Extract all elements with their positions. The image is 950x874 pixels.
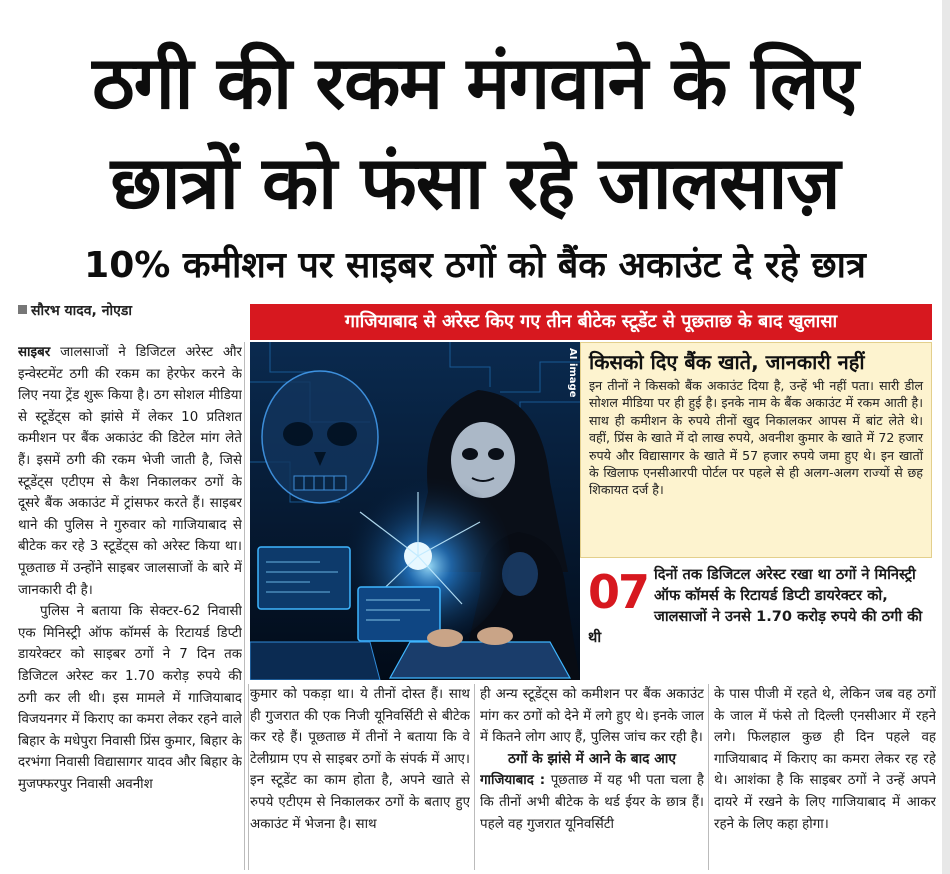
hacker-illustration-svg (250, 342, 580, 680)
info-box-title: किसको दिए बैंक खाते, जानकारी नहीं (589, 350, 865, 374)
column-divider (474, 684, 475, 870)
sub-headline: 10% कमीशन पर साइबर ठगों को बैंक अकाउंट दे रहे छात्र (84, 245, 866, 286)
headline-line-1: ठगी की रकम मंगवाने के लिए (92, 41, 858, 126)
headline-line-2: छात्रों को फंसा रहे जालसाज़ (110, 141, 840, 226)
red-banner: गाजियाबाद से अरेस्ट किए गए तीन बीटेक स्टूडेंट से पूछताछ के बाद खुलासा (250, 304, 932, 340)
article-column-4 (714, 684, 936, 866)
dateline: गाजियाबाद : (480, 773, 546, 789)
article-paragraph: पुलिस ने बताया कि सेक्टर-62 निवासी एक मिनिस्ट्री ऑफ कॉमर्स के रिटायर्ड डिप्टी डायरेक्टर को साइबर ठगों ने 7 दिन तक डिजिटल अरेस्ट कर 1.70 करोड़ रुपये की ठगी कर ली थी। इस मामले में गाजियाबाद विजयनगर में किराए का कमरा लेकर रहने वाले बिहार के मधेपुरा निवासी प्रिंस कुमार, बिहार के दरभंगा निवासी विद्यासागर यादव और बिहार के मुजफ्फरपुर निवासी अवनीश (18, 604, 242, 792)
highlight-number: 07 (588, 565, 649, 619)
article-lead-word: साइबर (18, 345, 51, 360)
article-paragraph (18, 342, 242, 601)
article-column-2 (250, 684, 470, 866)
byline-square-icon (18, 305, 27, 314)
info-box-body: इन तीनों ने किसको बैंक अकाउंट दिया है, उन्हें भी नहीं पता। सारी डील सोशल मीडिया पर ही हुई है। इनके नाम के बैंक अकाउंट में रकम आती है। साथ ही कमीशन के रुपये तीनों खुद निकालकर आपस में बांट लेते थे। वहीं, प्रिंस के खाते में दो लाख रुपये, अवनीश कुमार के खाते में 72 हजार रुपये और विद्यासागर के खाते में 57 हजार रुपये जमा हुए थे। इन खातों के खिलाफ एनसीआरपी पोर्टल पर पहले से ही अलग-अलग राज्यों से छह शिकायत दर्ज है। (589, 378, 923, 498)
article-column-3 (480, 684, 704, 866)
column-divider (708, 684, 709, 870)
column-divider (244, 342, 245, 870)
article-text: जालसाजों ने डिजिटल अरेस्ट और इन्वेस्टमेंट ठगी की रकम का हेरफेर करने के लिए नया ट्रेंड शुरू किया है। ठग सोशल मीडिया से स्टूडेंट्स को झांसे में लेकर 10 प्रतिशत कमीशन पर बैंक अकाउंट की डिटेल मांग लेते हैं। इसमें ठगी की रकम भेजी जाती है, जिसे स्टूडेंट्स एटीएम से कैश निकालकर ठगों के दूसरे बैंक अकाउंट में ट्रांसफर करते हैं। साइबर थाने की पुलिस ने गुरुवार को गाजियाबाद से बीटेक कर रहे 3 स्टूडेंट्स को अरेस्ट किया था। पूछताछ में उन्होंने साइबर जालसाजों के बारे में जानकारी दी है। (18, 345, 242, 598)
article-paragraph (480, 770, 704, 835)
article-paragraph: कुमार को पकड़ा था। ये तीनों दोस्त हैं। साथ ही गुजरात की एक निजी यूनिवर्सिटी से बीटेक कर रहे हैं। पूछताछ में तीनों ने बताया कि वे टेलीग्राम एप से साइबर ठगों के संपर्क में आए। इन स्टूडेंट का काम होता है, अपने खाते से रुपये एटीएम से निकालकर ठगों के बताए हुए अकाउंट में भेजना है। साथ (250, 687, 470, 832)
article-text: पूछताछ में यह भी पता चला है कि तीनों अभी बीटेक के थर्ड ईयर के छात्र हैं। पहले वह गुजरात यूनिवर्सिटी (480, 773, 704, 832)
highlight-box (580, 558, 932, 680)
article-paragraph: ही अन्य स्टूडेंट्स को कमीशन पर बैंक अकाउंट मांग कर ठगों को देने में लगे हुए थे। इनके जाल में कितने लोग आए हैं, पुलिस जांच कर रही है। (480, 687, 704, 746)
info-box (580, 342, 932, 558)
byline (18, 301, 132, 320)
article-subheading: ठगों के झांसे में आने के बाद आए (507, 750, 677, 767)
highlight-text: दिनों तक डिजिटल अरेस्ट रखा था ठगों ने मिनिस्ट्री ऑफ कॉमर्स के रिटायर्ड डिप्टी डायरेक्टर को, जालसाजों ने उनसे 1.70 करोड़ रुपये की ठगी की थी (588, 566, 923, 646)
article-column-1 (18, 342, 242, 867)
byline-text: सौरभ यादव, नोएडा (31, 303, 132, 319)
skull-shape (262, 371, 378, 503)
column-divider (248, 684, 249, 870)
hacker-illustration (250, 342, 580, 680)
ai-image-label: AI image (567, 348, 578, 398)
article-paragraph: के पास पीजी में रहते थे, लेकिन जब वह ठगों के जाल में फंसे तो दिल्ली एनसीआर में रहने लगे। फिलहाल कुछ ही दिन पहले वह गाजियाबाद में किराए का कमरा लेकर रह रहे थे। आशंका है कि साइबर ठगों ने उन्हें अपने दायरे में रखने के लिए गाजियाबाद में आकर रहने के लिए कहा होगा। (714, 687, 936, 832)
